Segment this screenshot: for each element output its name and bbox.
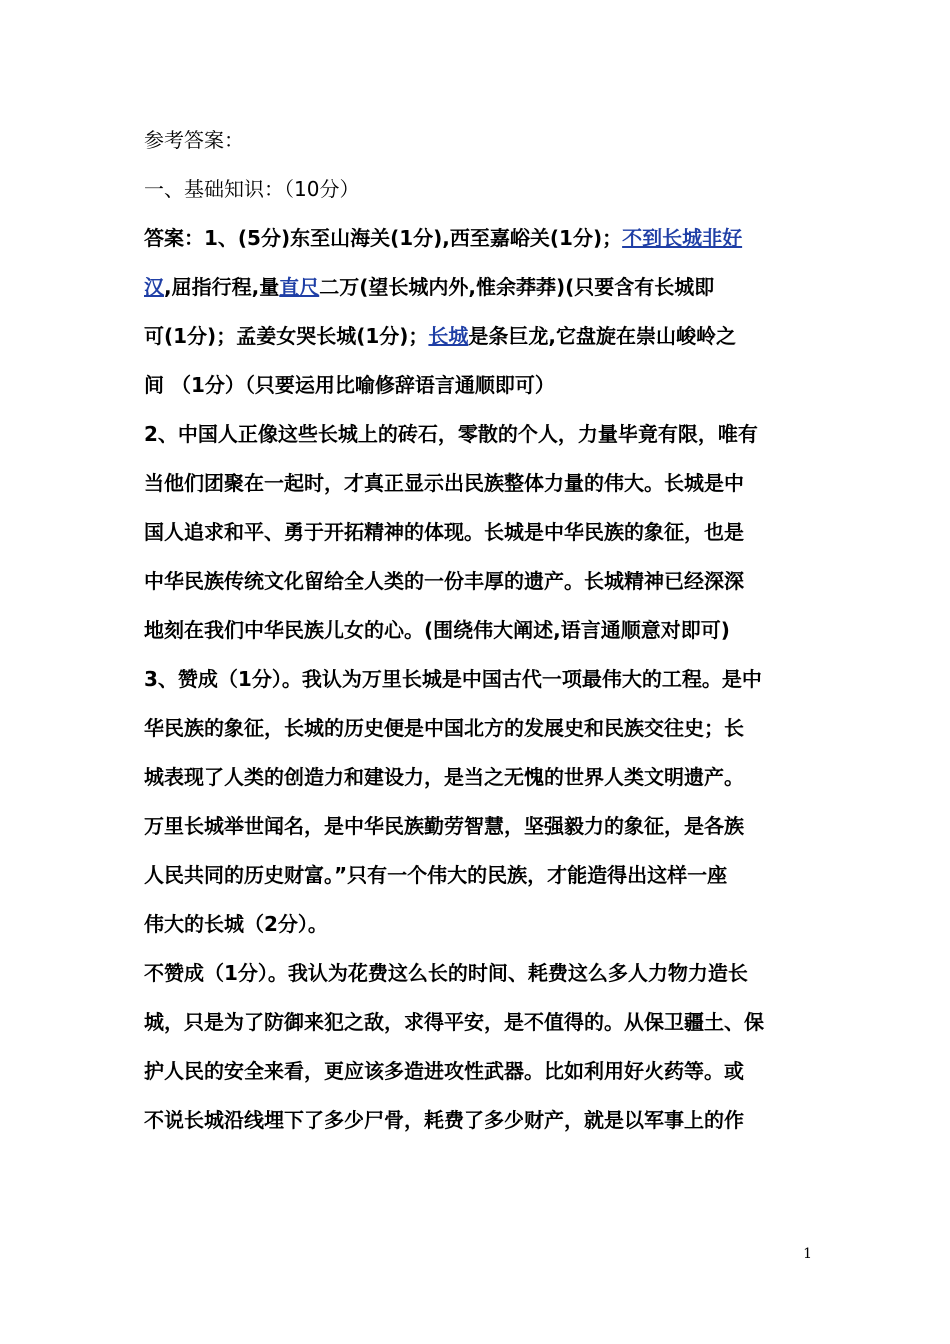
q3-line: 华民族的象征，长城的历史便是中国北方的发展史和民族交往史；长 bbox=[144, 716, 744, 740]
heading: 参考答案： bbox=[144, 128, 244, 152]
q3-oppose-line: 护人民的安全来看，更应该多造进攻性武器。比如利用好火药等。或 bbox=[144, 1059, 744, 1083]
q2-line: 中华民族传统文化留给全人类的一份丰厚的遗产。长城精神已经深深 bbox=[144, 569, 744, 593]
link-great-wall-hero-cont[interactable]: 汉 bbox=[144, 275, 164, 299]
q3-oppose-line: 不说长城沿线埋下了多少尸骨，耗费了多少财产，就是以军事上的作 bbox=[144, 1108, 744, 1132]
q1-line-4: 间 （1分）（只要运用比喻修辞语言通顺即可） bbox=[144, 373, 555, 397]
q1-line-3 bbox=[144, 312, 812, 361]
q3-oppose-line: 城，只是为了防御来犯之敌，求得平安，是不值得的。从保卫疆土、保 bbox=[144, 1010, 764, 1034]
q3-oppose-line: 不赞成（1分）。我认为花费这么长的时间、耗费这么多人力物力造长 bbox=[144, 961, 748, 985]
q1-line-2-text: ,屈指行程,量 bbox=[164, 275, 280, 299]
q3-line: 3、赞成（1分）。我认为万里长城是中国古代一项最伟大的工程。是中 bbox=[144, 667, 762, 691]
page-number: 1 bbox=[803, 1246, 812, 1262]
q2-line: 地刻在我们中华民族儿女的心。(围绕伟大阐述,语言通顺意对即可) bbox=[144, 618, 730, 642]
q2-line: 当他们团聚在一起时，才真正显示出民族整体力量的伟大。长城是中 bbox=[144, 471, 744, 495]
q2-line: 国人追求和平、勇于开拓精神的体现。长城是中华民族的象征，也是 bbox=[144, 520, 744, 544]
q1-line-2-text-end: 二万(望长城内外,惟余莽莽)(只要含有长城即 bbox=[319, 275, 715, 299]
q3-line: 万里长城举世闻名，是中华民族勤劳智慧，坚强毅力的象征，是各族 bbox=[144, 814, 744, 838]
link-great-wall-hero[interactable]: 不到长城非好 bbox=[622, 226, 743, 250]
q1-line-1 bbox=[144, 214, 812, 263]
q2-line: 2、中国人正像这些长城上的砖石，零散的个人，力量毕竟有限，唯有 bbox=[144, 422, 758, 446]
link-great-wall[interactable]: 长城 bbox=[428, 324, 469, 348]
q1-line-3-text: 可(1分)；孟姜女哭长城(1分)； bbox=[144, 324, 429, 348]
q1-line-2 bbox=[144, 263, 812, 312]
link-ruler[interactable]: 直尺 bbox=[279, 275, 320, 299]
q3-line: 人民共同的历史财富。”只有一个伟大的民族，才能造得出这样一座 bbox=[144, 863, 728, 887]
q1-line-3-text-end: 是条巨龙,它盘旋在崇山峻岭之 bbox=[468, 324, 737, 348]
q3-line: 城表现了人类的创造力和建设力，是当之无愧的世界人类文明遗产。 bbox=[144, 765, 744, 789]
section-title: 一、基础知识：（10分） bbox=[144, 177, 360, 201]
answer-content bbox=[144, 116, 812, 1145]
q3-line: 伟大的长城（2分）。 bbox=[144, 912, 328, 936]
q1-line-1-text: 答案：1、(5分)东至山海关(1分),西至嘉峪关(1分)； bbox=[144, 226, 623, 250]
